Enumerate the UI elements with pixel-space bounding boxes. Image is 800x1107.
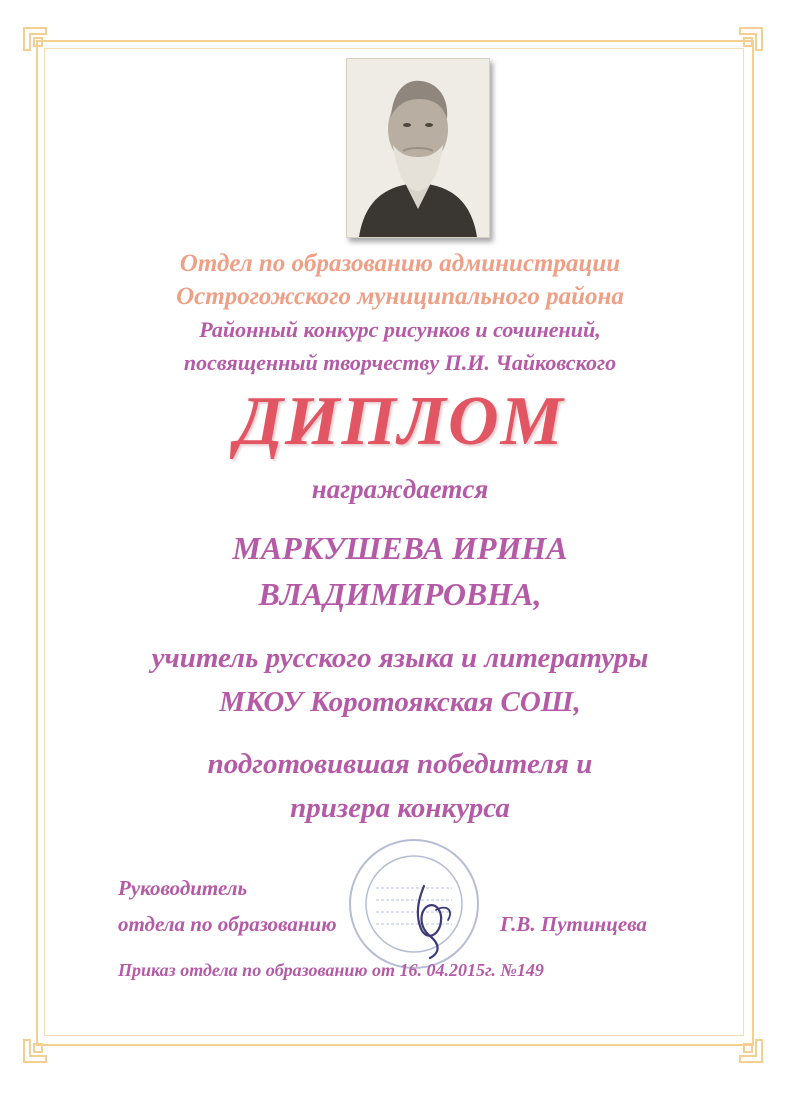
recipient-position-line-2: МКОУ Коротоякская СОШ, xyxy=(219,686,581,718)
awarded-label: награждается xyxy=(311,474,489,504)
merit-line-1: подготовившая победителя и xyxy=(207,748,593,780)
contest-line-2: посвященный творчеству П.И. Чайковского xyxy=(183,350,617,375)
corner-ornament-top-right xyxy=(730,26,764,60)
handwritten-signature xyxy=(396,880,476,960)
signer-name: Г.В. Путинцева xyxy=(500,912,647,936)
org-line-1: Отдел по образованию администрации xyxy=(179,250,621,277)
order-reference: Приказ отдела по образованию от 16. 04.2015г. №149 xyxy=(118,960,544,980)
contest-line-1: Районный конкурс рисунков и сочинений, xyxy=(199,317,601,342)
merit-line-2: призера конкурса xyxy=(290,792,510,824)
corner-ornament-bottom-right xyxy=(730,1030,764,1064)
corner-ornament-bottom-left xyxy=(22,1030,56,1064)
recipient-name-line-1: МАРКУШЕВА ИРИНА xyxy=(232,530,568,566)
recipient-position-line-1: учитель русского языка и литературы xyxy=(151,642,649,674)
signer-title-line-1: Руководитель xyxy=(118,876,248,900)
org-line-2: Острогожского муниципального района xyxy=(176,283,624,310)
corner-ornament-top-left xyxy=(22,26,56,60)
signer-title-line-2: отдела по образованию xyxy=(118,912,337,936)
composer-portrait xyxy=(346,58,490,238)
recipient-name-line-2: ВЛАДИМИРОВНА, xyxy=(258,576,542,612)
diploma-title: ДИПЛОМ xyxy=(235,383,565,460)
